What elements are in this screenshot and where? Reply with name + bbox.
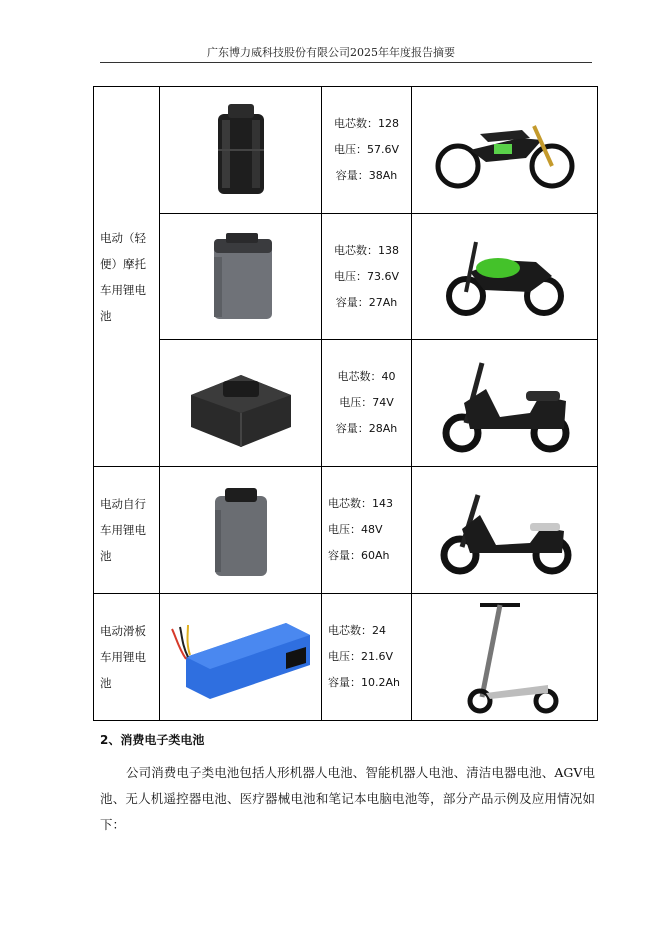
carbon-battery-pack-icon: [181, 355, 301, 451]
vehicle-image-cell: [412, 214, 598, 340]
voltage: 电压：21.6V: [328, 650, 394, 663]
vehicle-image-cell: [412, 340, 598, 467]
black-e-moped-icon: [430, 485, 580, 575]
table-row: [94, 467, 598, 594]
grey-bike-battery-icon: [201, 480, 281, 580]
battery-image-cell: [160, 87, 322, 214]
page-header: 广东博力威科技股份有限公司2025年年度报告摘要: [207, 46, 455, 59]
capacity: 容量：10.2Ah: [328, 676, 400, 689]
spec-cell: [322, 87, 412, 214]
battery-image-cell: [160, 467, 322, 594]
section-paragraph: 公司消费电子类电池包括人形机器人电池、智能机器人电池、清洁电器电池、AGV电池、无人机遥控器电池、医疗器械电池和笔记本电脑电池等，部分产品示例及应用情况如下：: [100, 765, 595, 832]
spec-cell: [322, 214, 412, 340]
cell-count: 电芯数：138: [334, 243, 399, 257]
kick-scooter-icon: [450, 597, 560, 717]
green-electric-motorcycle-icon: [440, 232, 570, 322]
header-rule: [100, 62, 592, 63]
cell-count: 电芯数：40: [337, 370, 396, 383]
tall-black-battery-pack-icon: [206, 100, 276, 200]
section-title: 2、消费电子类电池: [100, 733, 205, 747]
category-cell: 电动自行车用锂电池: [94, 467, 160, 594]
vehicle-image-cell: [412, 594, 598, 721]
black-electric-scooter-icon: [430, 353, 580, 453]
battery-image-cell: [160, 340, 322, 467]
capacity: 容量：27Ah: [335, 295, 398, 309]
voltage: 电压：73.6V: [333, 269, 400, 283]
capacity: 容量：28Ah: [335, 422, 398, 435]
capacity: 容量：60Ah: [328, 549, 390, 562]
grey-battery-pack-icon: [196, 227, 286, 327]
table-row: [94, 214, 598, 340]
spec-cell: [322, 340, 412, 467]
battery-image-cell: [160, 214, 322, 340]
cell-count: 电芯数：128: [334, 117, 399, 130]
table-row: [94, 340, 598, 467]
vehicle-image-cell: [412, 87, 598, 214]
category-cell: 电动（轻便）摩托车用锂电池: [94, 87, 160, 467]
vehicle-image-cell: [412, 467, 598, 594]
category-cell: 电动滑板车用锂电池: [94, 594, 160, 721]
voltage: 电压：57.6V: [333, 143, 400, 156]
electric-dirt-bike-icon: [430, 110, 580, 190]
table-row: [94, 594, 598, 721]
cell-count: 电芯数：24: [328, 624, 386, 637]
table-row: [94, 87, 598, 214]
voltage: 电压：74V: [339, 396, 394, 409]
blue-stick-battery-icon: [166, 607, 316, 707]
cell-count: 电芯数：143: [328, 497, 393, 510]
spec-cell: [322, 467, 412, 594]
spec-cell: [322, 594, 412, 721]
battery-image-cell: [160, 594, 322, 721]
capacity: 容量：38Ah: [335, 169, 398, 182]
product-table: [93, 86, 598, 721]
voltage: 电压：48V: [328, 523, 383, 536]
